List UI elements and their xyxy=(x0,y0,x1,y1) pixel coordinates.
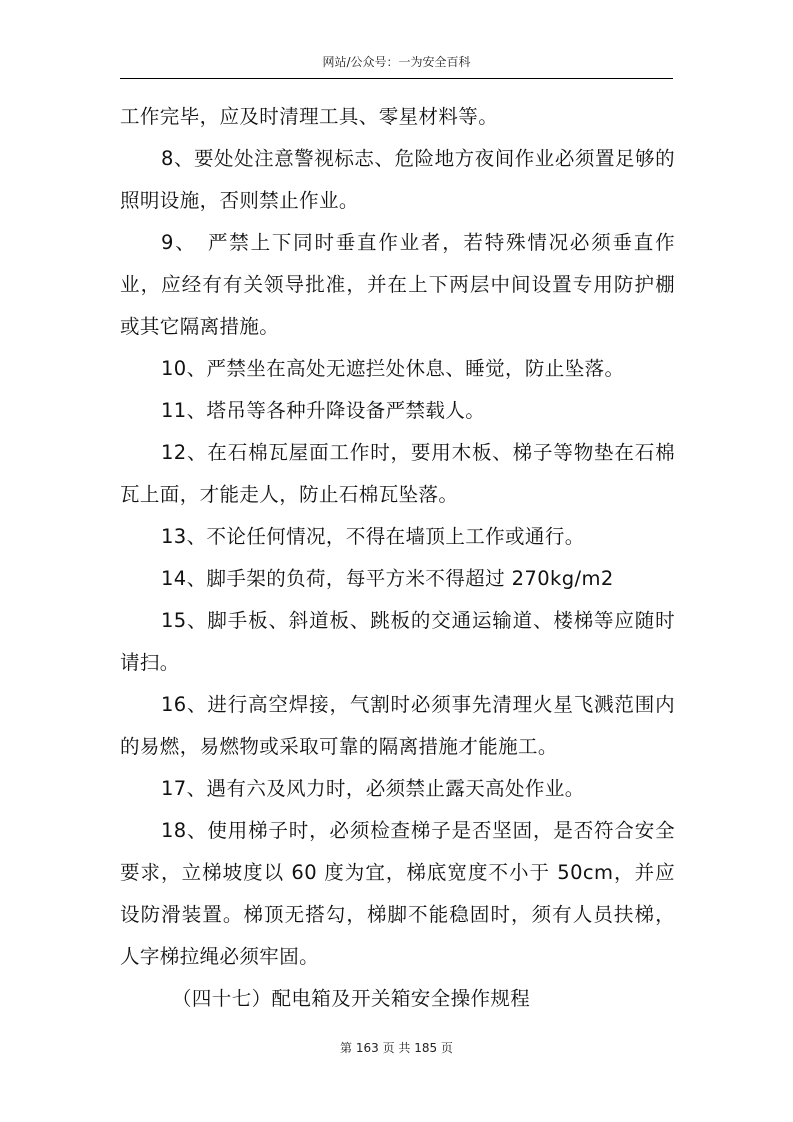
page-header: 网站/公众号：一为安全百科 xyxy=(322,55,471,69)
header-divider xyxy=(120,78,673,79)
page-footer: 第 163 页 共 185 页 xyxy=(340,1041,453,1055)
paragraph-item-11: 11、塔吊等各种升降设备严禁载人。 xyxy=(161,399,486,422)
section-heading: （四十七）配电箱及开关箱安全操作规程 xyxy=(172,987,531,1010)
document-body xyxy=(120,96,675,1020)
paragraph-item-16: 16、进行高空焊接，气割时必须事先清理火星飞溅范围内的易燃，易燃物或采取可靠的隔离措施才能施工。 xyxy=(120,693,675,758)
paragraph-item-9: 9、 严禁上下同时垂直作业者，若特殊情况必须垂直作业，应经有有关领导批准，并在上下两层中间设置专用防护棚或其它隔离措施。 xyxy=(120,231,675,338)
paragraph-item-15: 15、脚手板、斜道板、跳板的交通运输道、楼梯等应随时请扫。 xyxy=(120,609,675,674)
paragraph-item-12: 12、在石棉瓦屋面工作时，要用木板、梯子等物垫在石棉瓦上面，才能走人，防止石棉瓦坠落。 xyxy=(120,441,675,506)
paragraph-item-18: 18、使用梯子时，必须检查梯子是否坚固，是否符合安全要求，立梯坡度以 60 度为宜，梯底宽度不小于 50cm，并应设防滑装置。梯顶无搭勾，梯脚不能稳固时，须有人员扶梯，人字梯拉绳必须牢固。 xyxy=(120,819,675,968)
paragraph-item-8: 8、要处处注意警视标志、危险地方夜间作业必须置足够的照明设施，否则禁止作业。 xyxy=(120,147,675,212)
paragraph-item-10: 10、严禁坐在高处无遮拦处休息、睡觉，防止坠落。 xyxy=(161,357,625,380)
paragraph-item-17: 17、遇有六及风力时，必须禁止露天高处作业。 xyxy=(161,777,585,800)
paragraph-item-14: 14、脚手架的负荷，每平方米不得超过 270kg/m2 xyxy=(161,567,614,590)
paragraph-continuation: 工作完毕，应及时清理工具、零星材料等。 xyxy=(120,105,499,128)
paragraph-item-13: 13、不论任何情况，不得在墙顶上工作或通行。 xyxy=(161,525,585,548)
